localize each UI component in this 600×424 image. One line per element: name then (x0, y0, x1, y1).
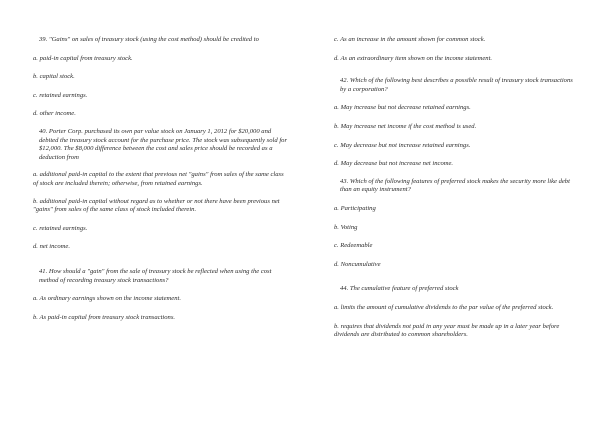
question-42-option-d: d. May decrease but not increase net income. (334, 160, 454, 168)
question-42-option-a: a. May increase but not decrease retained earnings. (334, 104, 471, 112)
question-39-stem: 39. "Gains" on sales of treasury stock (using the cost method) should be credited to (39, 36, 259, 43)
left-column (33, 36, 287, 322)
question-40-option-b: b. additional paid-in capital without regard as to whether or not there have been previous net "gains" from sales of the same class of stock included therein. (33, 197, 280, 214)
question-44-option-b: b. requires that dividends not paid in any year must be made up in a later year before dividends are distributed to common shareholders. (334, 322, 560, 339)
question-41-option-a: a. As ordinary earnings shown on the income statement. (33, 295, 181, 303)
question-39-option-d: d. other income. (33, 110, 76, 118)
question-39-option-b: b. capital stock. (33, 73, 75, 81)
question-42-stem: 42. Which of the following best describes a possible result of treasury stock transactions by a corporation? (340, 77, 573, 93)
question-44-stem: 44. The cumulative feature of preferred stock (340, 285, 459, 293)
question-44-option-a: a. limits the amount of cumulative dividends to the par value of the preferred stock. (334, 303, 554, 311)
question-43-option-d: d. Noncumulative (334, 260, 381, 268)
question-40-option-c: c. retained earnings. (33, 224, 88, 232)
question-43-option-a: a. Participating (334, 204, 376, 212)
right-column (334, 36, 574, 340)
question-41-option-b: b. As paid-in capital from treasury stock transactions. (33, 313, 176, 321)
question-42-option-b: b. May increase net income if the cost method is used. (334, 122, 477, 130)
question-43-stem: 43. Which of the following features of preferred stock makes the security more like debt than an equity instrument? (340, 177, 570, 194)
question-41-option-d: d. As an extraordinary item shown on the income statement. (334, 54, 493, 62)
question-40-option-d: d. net income. (33, 243, 70, 251)
question-41-option-c: c. As an increase in the amount shown for common stock. (334, 36, 486, 43)
question-41-stem: 41. How should a "gain" from the sale of treasury stock be reflected when using the cost method of recording treasury stock transactions? (39, 267, 272, 284)
question-39-option-c: c. retained earnings. (33, 91, 88, 99)
question-42-option-c: c. May decrease but not increase retained earnings. (334, 141, 471, 149)
question-39-option-a: a. paid-in capital from treasury stock. (33, 54, 133, 62)
question-40-option-a: a. additional paid-in capital to the extent that previous net "gains" from sales of the same class of stock are included therein; otherwise, from retained earnings. (33, 171, 284, 187)
question-43-option-c: c. Redeemable (334, 242, 373, 250)
question-40-stem: 40. Porter Corp. purchased its own par value stock on January 1, 2012 for $20,000 and debited the treasury stock account for the purchase price. The stock was subsequently sold for $12,000. The $8,000 difference between the cost and sales price should be recorded as a deduction from (39, 127, 288, 161)
question-43-option-b: b. Voting (334, 223, 358, 231)
